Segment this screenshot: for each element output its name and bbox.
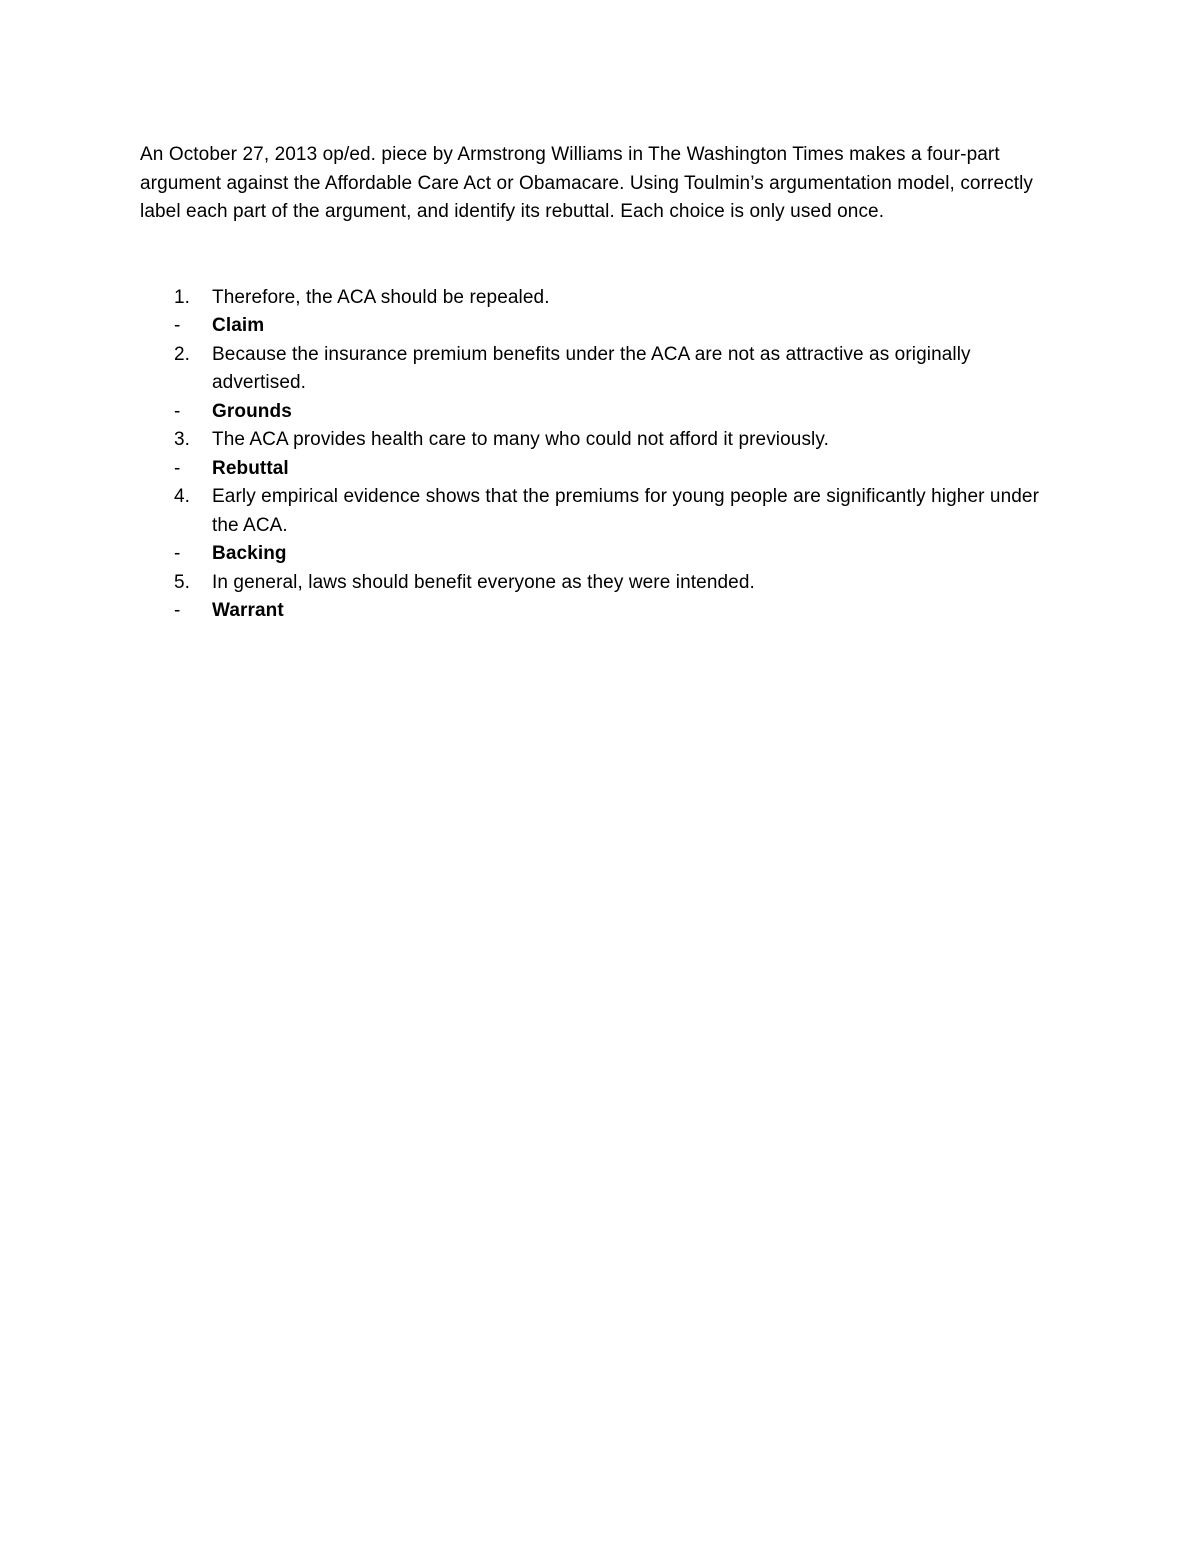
intro-paragraph: An October 27, 2013 op/ed. piece by Armstrong Williams in The Washington Times makes a four-part argument against the Affordable Care Act or Obamacare. Using Toulmin’s argumentation model, correctly label each part of the argument, and identify its rebuttal. Each choice is only used once. — [140, 144, 1034, 222]
list-item-answer — [140, 540, 1040, 569]
item-answer: Claim — [212, 315, 265, 336]
item-answer: Rebuttal — [212, 457, 289, 479]
item-statement: The ACA provides health care to many who could not afford it previously. — [212, 429, 829, 450]
item-number: 3. — [174, 429, 191, 450]
item-answer: Backing — [212, 543, 287, 564]
list-item-statement — [140, 426, 1040, 455]
item-dash: - — [174, 315, 181, 336]
item-statement: In general, laws should benefit everyone as they were intended. — [212, 571, 755, 593]
item-number: 4. — [174, 486, 191, 507]
item-number: 5. — [174, 571, 191, 593]
list-item-answer — [140, 312, 1040, 341]
list-item-statement — [140, 569, 1040, 598]
item-number: 2. — [174, 343, 191, 365]
item-statement: Therefore, the ACA should be repealed. — [212, 286, 550, 308]
item-dash: - — [174, 400, 181, 422]
item-dash: - — [174, 600, 181, 621]
list-item-statement — [140, 341, 1040, 398]
argument-list — [140, 284, 1040, 626]
list-item-answer — [140, 455, 1040, 484]
item-statement: Because the insurance premium benefits under the ACA are not as attractive as originally advertised. — [212, 343, 971, 393]
list-item-answer — [140, 398, 1040, 427]
list-item-answer — [140, 597, 1040, 626]
document-content — [140, 141, 1040, 626]
item-dash: - — [174, 543, 181, 564]
item-dash: - — [174, 457, 181, 479]
list-item-statement — [140, 284, 1040, 313]
item-statement: Early empirical evidence shows that the premiums for young people are significantly higher under the ACA. — [212, 486, 1040, 536]
item-answer: Grounds — [212, 400, 292, 422]
item-answer: Warrant — [212, 600, 284, 621]
list-item-statement — [140, 483, 1040, 540]
item-number: 1. — [174, 286, 191, 308]
